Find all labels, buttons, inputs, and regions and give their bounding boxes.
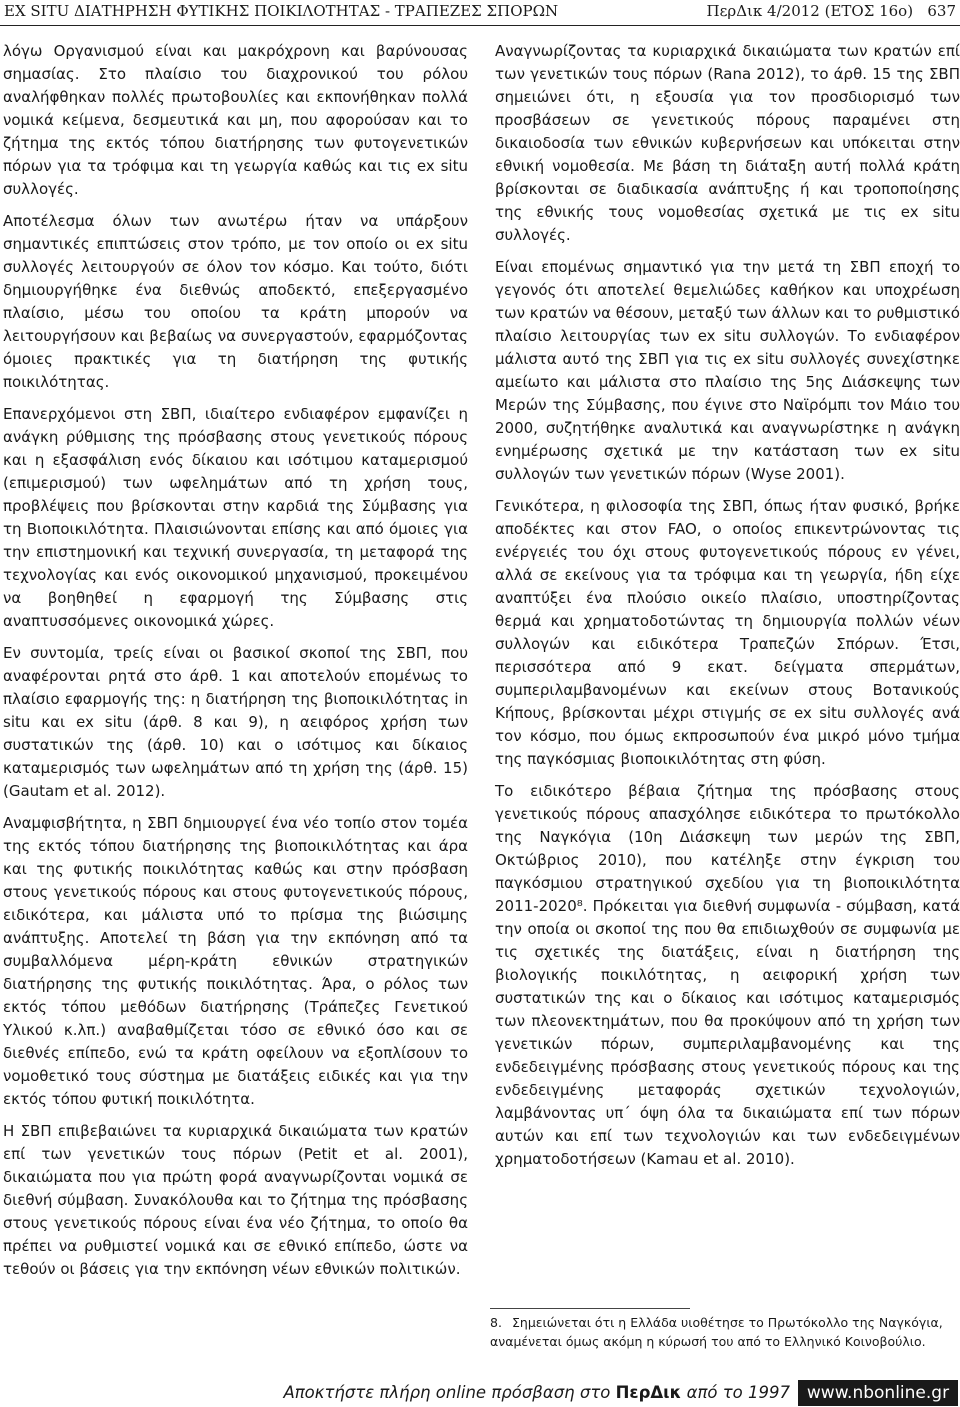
website-link[interactable]: www.nbonline.gr <box>798 1380 958 1406</box>
promo-suffix: από το 1997 <box>681 1383 790 1402</box>
paragraph: Επανερχόμενοι στη ΣΒΠ, ιδιαίτερο ενδιαφέρον εμφανίζει η ανάγκη ρύθμισης της πρόσβασης στους γενετικούς πόρους και η εξασφάλιση ενός δίκαιου και ισότιμου καταμερισμού (επιμερισμού) των ωφελημάτων από τη χρήση τους, προβλέψεις που βρίσκονται στην καρδιά της Σύμβασης για τη Βιοποικιλότητα. Πλαισιώνονται επίσης και από όμοιες για την επιστημονική και τεχνική συνεργασία, τη μεταφορά της τεχνολογίας και ενός οικονομικού μηχανισμού, προκειμένου να βοηθηθεί η εφαρμογή της Σύμβασης στις αναπτυσσόμενες οικονομικά χώρες. <box>3 405 468 630</box>
footer <box>0 1380 960 1407</box>
right-column <box>495 40 960 1180</box>
footnote-number: 8. <box>490 1315 502 1330</box>
footnote-divider <box>490 1308 690 1309</box>
header-rule <box>0 25 960 26</box>
footer-promo <box>283 1383 790 1402</box>
footnote <box>490 1313 958 1351</box>
promo-prefix: Αποκτήστε πλήρη online πρόσβαση στο <box>283 1383 616 1402</box>
footnote-text: Σημειώνεται ότι η Ελλάδα υιοθέτησε το Πρωτόκολλο της Ναγκόγια, αναμένεται όμως ακόμη η κύρωσή του από το Ελληνικό Κοινοβούλιο. <box>490 1315 943 1349</box>
paragraph: Η ΣΒΠ επιβεβαιώνει τα κυριαρχικά δικαιώματα των κρατών επί των γενετικών τους πόρων (Petit et al. 2001), δικαιώματα που για πρώτη φορά αναγνωρίζονται νομικά σε διεθνή σύμβαση. Συνακόλουθα και το ζήτημα της πρόσβασης στους γενετικούς πόρους είναι ένα νέο ζήτημα, το οποίο θα πρέπει να ρυθμιστεί νομικά και σε εθνικό επίπεδο, ώστε να τεθούν οι βάσεις για την εκπόνηση νέων εθνικών πολιτικών. <box>3 1122 468 1278</box>
running-header <box>0 0 960 26</box>
left-column <box>3 40 468 1290</box>
paragraph: Το ειδικότερο βέβαια ζήτημα της πρόσβασης στους γενετικούς πόρους απασχόλησε ειδικότερα το πρωτόκολλο της Ναγκόγια (10η Διάσκεψη των μερών της ΣΒΠ, Οκτώβριος 2010), που κατέληξε στην έγκριση του παγκόσμιου στρατηγικού σχεδίου για τη βιοποικιλότητα 2011-2020⁸. Πρόκειται για διεθνή συμφωνία - σύμβαση, κατά την οποία οι σκοποί της που θα επιδιωχθούν σε συμφωνία με τις σχετικές της διατάξεις, είναι η διατήρηση της βιολογικής ποικιλότητας, η αειφορική χρήση των συστατικών της και ο δίκαιος και ισότιμος καταμερισμός των πλεονεκτημάτων, που θα προκύψουν από τη χρήση των γενετικών πόρων, συμπεριλαμβανομένης και της ενδεδειγμένης πρόσβασης στους γενετικούς πόρους και της ενδεδειγμένης μεταφοράς σχετικών τεχνολογιών, λαμβάνοντας υπ΄ όψη όλα τα δικαιώματα επί των πόρων αυτών και επί των τεχνολογιών και των ενδεδειγμένων χρηματοδοτήσεων (Kamau et al. 2010). <box>495 782 960 1168</box>
paragraph: λόγω Οργανισμού είναι και μακρόχρονη και βαρύνουσας σημασίας. Στο πλαίσιο του διαχρονικού του ρόλου αναλήφθηκαν πολλές πρωτοβουλίες και εκπονήθηκαν πολλά νομικά κείμενα, δεσμευτικά και μη, που αφορούσαν και το ζήτημα της εκτός τόπου διατήρησης των φυτογενετικών πόρων για τα τρόφιμα και τη γεωργία καθώς και τις ex situ συλλογές. <box>3 42 468 198</box>
paragraph: Αποτέλεσμα όλων των ανωτέρω ήταν να υπάρξουν σημαντικές επιπτώσεις στον τρόπο, με τον οποίο οι ex situ συλλογές λειτουργούν σε όλον τον κόσμο. Και τούτο, διότι δημιουργήθηκε ένα διεθνώς αποδεκτό, επεξεργασμένο πλαίσιο, μέσω του οποίου τα κράτη μπορούν να λειτουργήσουν και βεβαίως να συνεργαστούν, εφαρμόζοντας όμοιες πρακτικές για τη διατήρηση της φυτικής ποικιλότητας. <box>3 212 468 391</box>
paragraph: Αναμφισβήτητα, η ΣΒΠ δημιουργεί ένα νέο τοπίο στον τομέα της εκτός τόπου διατήρησης της βιοποικιλότητας και άρα και της φυτικής ποικιλότητας καθώς και στην πρόσβαση στους γενετικούς πόρους και στους φυτογενετικούς πόρους, ειδικότερα, και μάλιστα υπό το πρίσμα της βιώσιμης ανάπτυξης. Αποτελεί τη βάση για την εκπόνηση από τα συμβαλλόμενα μέρη-κράτη εθνικών στρατηγικών διατήρησης της φυτικής ποικιλότητας. Άρα, ο ρόλος των εκτός τόπου μεθόδων διατήρησης (Τράπεζες Γενετικού Υλικού κ.λπ.) αναβαθμίζεται τόσο σε εθνικό όσο και σε διεθνές επίπεδο, ενώ τα κράτη οφείλουν να εξοπλίσουν το νομοθετικό τους σύστημα με διατάξεις ειδικές και για την εκτός τόπου φυτική ποικιλότητα. <box>3 814 468 1108</box>
header-issue: ΠερΔικ 4/2012 (ΕΤΟΣ 16ο) <box>706 2 914 20</box>
page-number: 637 <box>927 2 956 20</box>
header-title: EX SITU ΔΙΑΤΗΡΗΣΗ ΦΥΤΙΚΗΣ ΠΟΙΚΙΛΟΤΗΤΑΣ - ΤΡΑΠΕΖΕΣ ΣΠΟΡΩΝ <box>4 2 559 20</box>
paragraph: Γενικότερα, η φιλοσοφία της ΣΒΠ, όπως ήταν φυσικό, βρήκε αποδέκτες και στον FAO, ο οποίος επικεντρώνοντας τις ενέργειές του όχι στους φυτογενετικούς πόρους εν γένει, αλλά σε εκείνους για τα τρόφιμα και τη γεωργία, ήδη είχε αναπτύξει ένα πλούσιο οικείο πλαίσιο, υποστηρίζοντας θερμά και χρηματοδοτώντας τη δημιουργία πολλών νέων συλλογών και ειδικότερα Τραπεζών Σπόρων. Έτσι, περισσότερα από 9 εκατ. δείγματα σπερμάτων, συμπεριλαμβανομένων και εκείνων στους Βοτανικούς Κήπους, βρίσκονται μέχρι στιγμής σε ex situ συλλογές ανά τον κόσμο, που όμως εκπροσωπούν ένα μικρό μόνο τμήμα της παγκόσμιας βιοποικιλότητας στη φύση. <box>495 497 960 768</box>
promo-brand: ΠερΔικ <box>615 1383 682 1402</box>
paragraph: Είναι επομένως σημαντικό για την μετά τη ΣΒΠ εποχή το γεγονός ότι αποτελεί θεμελιώδες καθήκον και υποχρέωση των κρατών να θέσουν, μεταξύ των άλλων και το ρυθμιστικό πλαίσιο λειτουργίας των ex situ συλλογών. Το ενδιαφέρον μάλιστα αυτό της ΣΒΠ για τις ex situ συλλογές συνεχίστηκε αμείωτο και μάλιστα στο πλαίσιο της 5ης Διάσκεψης των Μερών της Σύμβασης, που έγινε στο Ναϊρόμπι τον Μάιο του 2000, συζητήθηκε αναλυτικά και αναγνωρίστηκε η ανάγκη ενημέρωσης σχετικά με την κατάσταση των ex situ συλλογών των γενετικών πόρων (Wyse 2001). <box>495 258 960 483</box>
header-issue-page <box>707 0 956 22</box>
paragraph: Αναγνωρίζοντας τα κυριαρχικά δικαιώματα των κρατών επί των γενετικών τους πόρων (Rana 2012), το άρθ. 15 της ΣΒΠ σημειώνει ότι, η εξουσία για τον προσδιορισμό των προσβάσεων σε γενετικούς πόρους παραμένει στη δικαιοδοσία των εθνικών κυβερνήσεων και υπόκειται στην εθνική νομοθεσία. Με βάση τη διάταξη αυτή πολλά κράτη βρίσκονται σε διαδικασία ανάπτυξης ή και τροποποίησης της εθνικής τους νομοθεσίας σχετικά με τις ex situ συλλογές. <box>495 42 960 244</box>
paragraph: Εν συντομία, τρείς είναι οι βασικοί σκοποί της ΣΒΠ, που αναφέρονται ρητά στο άρθ. 1 και αποτελούν επομένως το πλαίσιο εφαρμογής της: η διατήρηση της βιοποικιλότητας in situ και ex situ (άρθ. 8 και 9), η αειφόρος χρήση των συστατικών της (άρθ. 10) και ο ισότιμος και δίκαιος καταμερισμός των ωφελημάτων από τη χρήση της (άρθ. 15) (Gautam et al. 2012). <box>3 644 468 800</box>
